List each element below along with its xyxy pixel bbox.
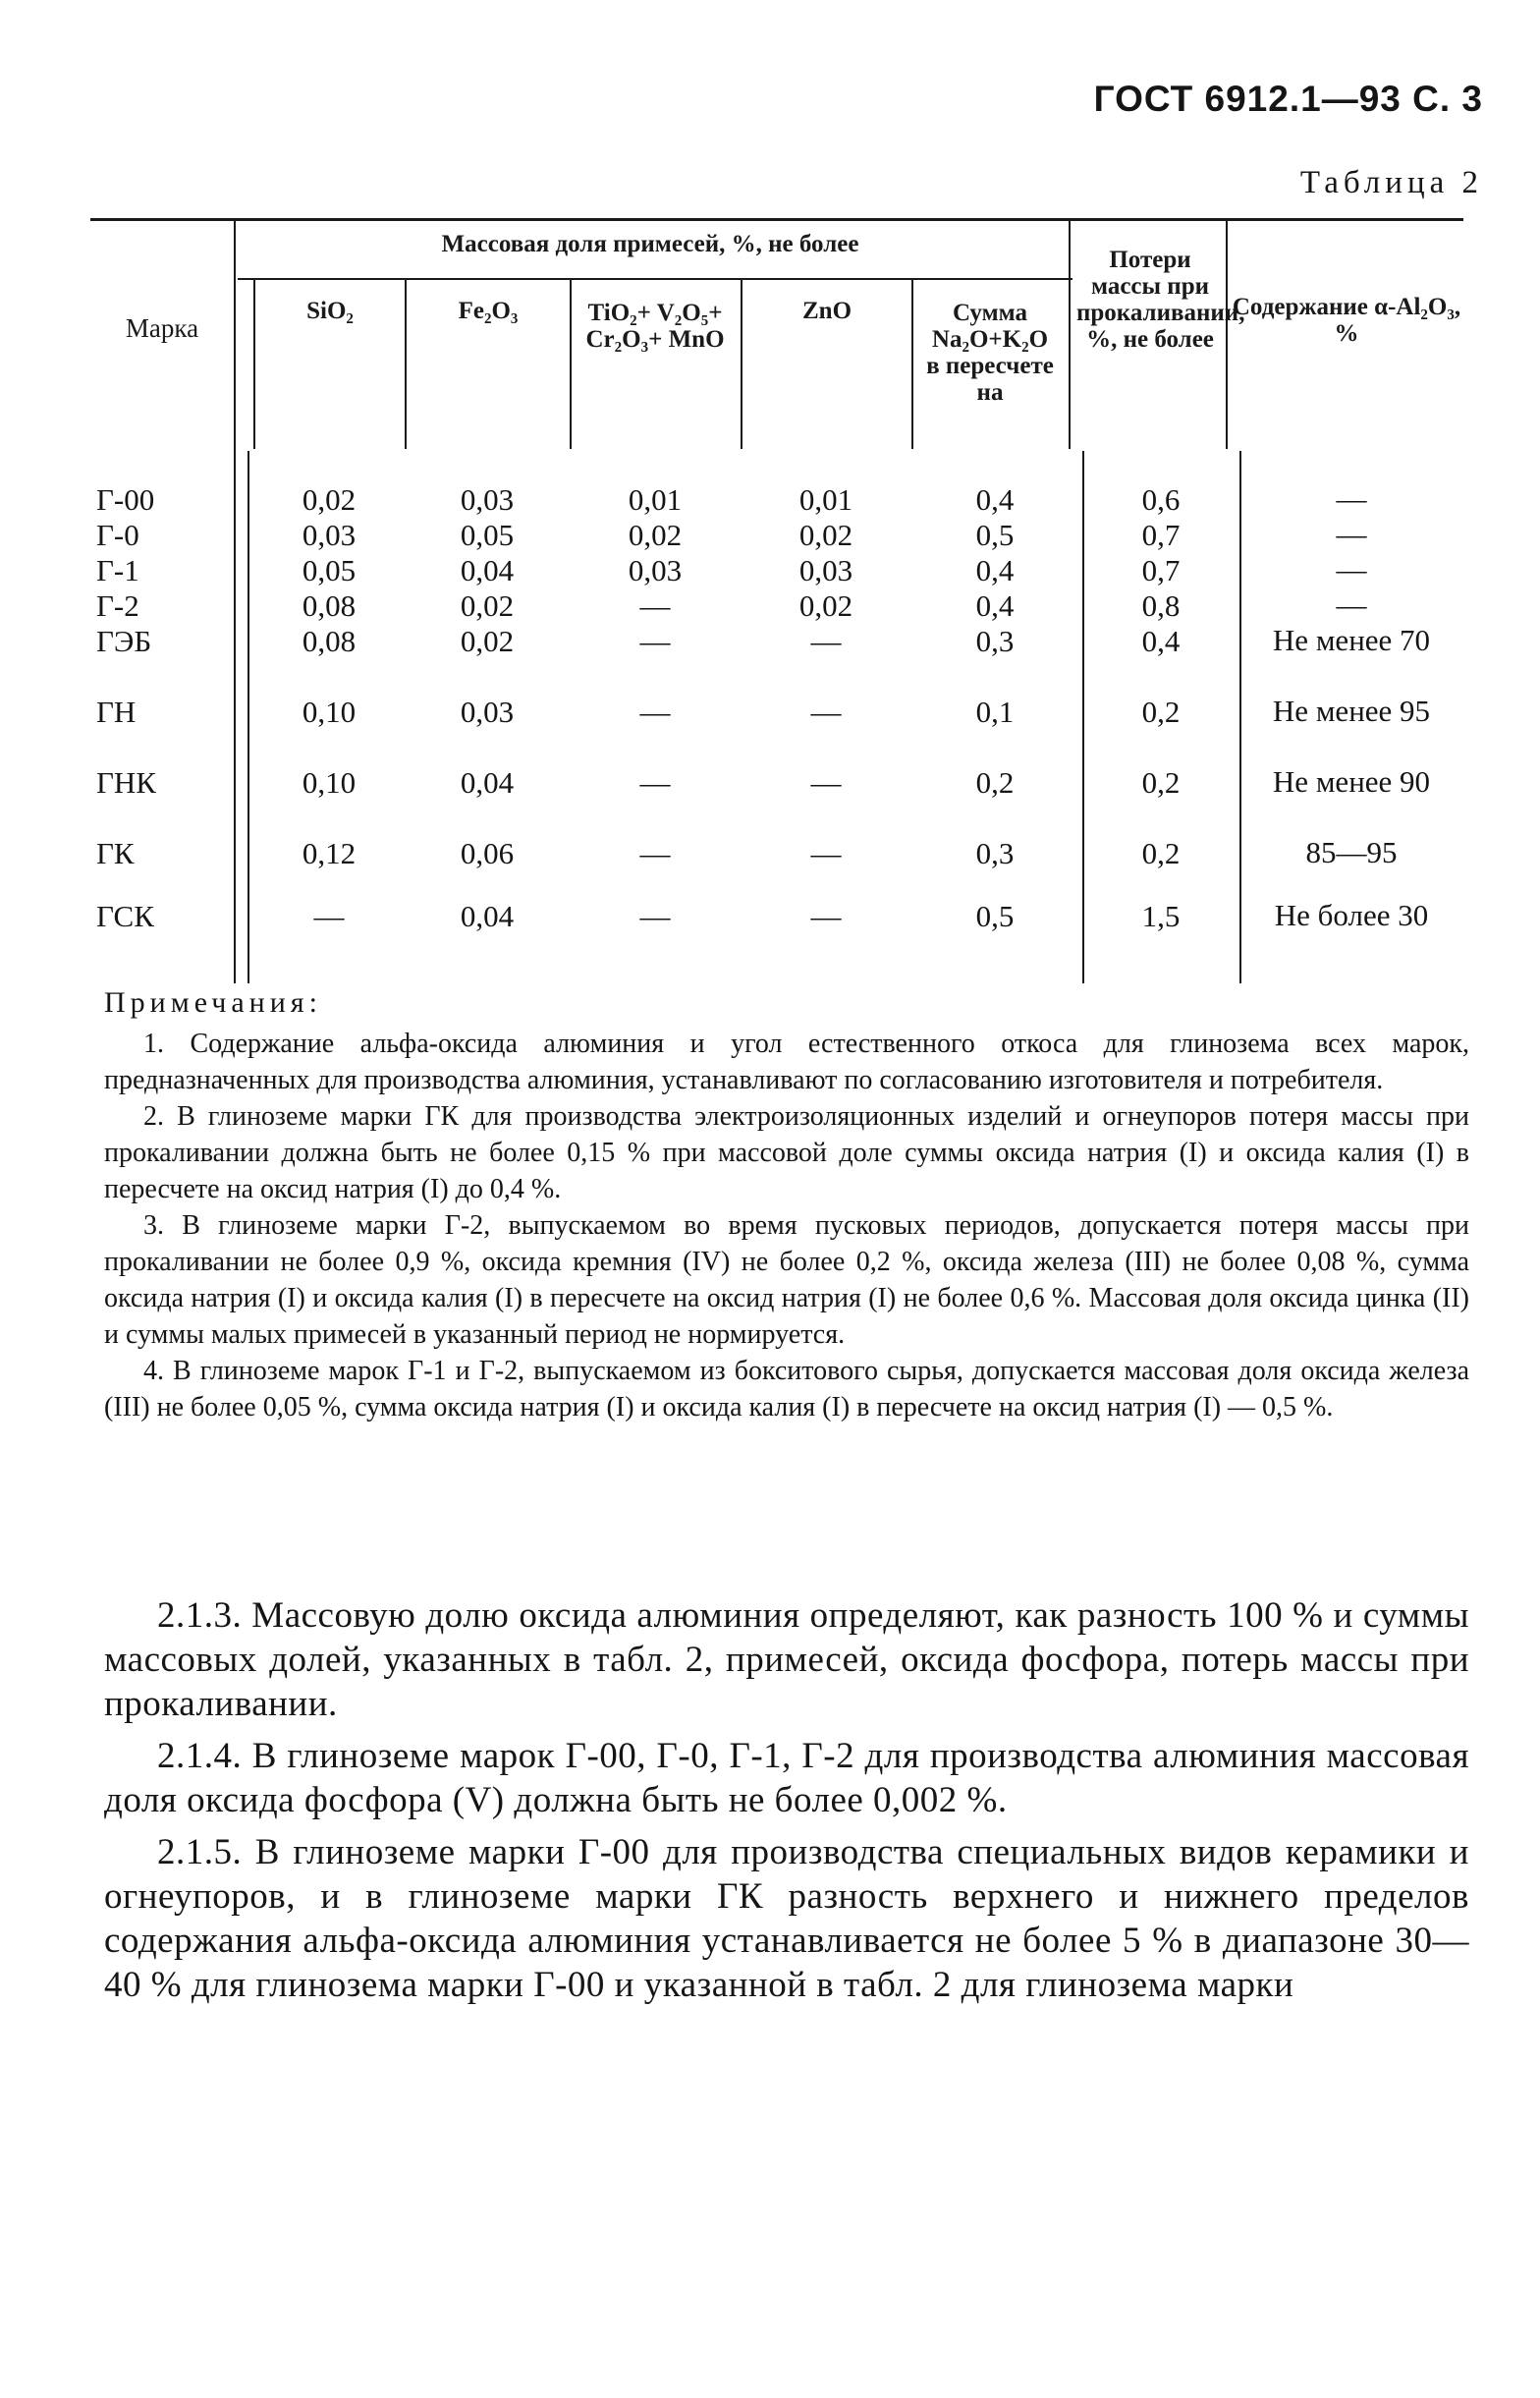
cell-loss: 0,4 <box>1141 624 1181 658</box>
cell-alkali: 0,5 <box>975 899 1015 933</box>
col-header-alpha: Содержание α-Al₂O₃, % <box>1232 294 1461 347</box>
cell-alpha: Не более 30 <box>1274 898 1429 932</box>
cell-sio2: 0,10 <box>302 695 357 729</box>
note-3: 3. В глиноземе марки Г-2, выпускаемом во время пусковых периодов, допускается потеря массы при прокаливании не более 0,9 %, оксида кремния (IV) не более 0,2 %, оксида железа (III) не более 0,08 %, сумма оксида натрия (I) и оксида калия (I) в пересчете на оксид натрия (I) не более 0,6 %. Массовая доля оксида цинка (II) и суммы малых примесей в указанный период не нормируется. <box>104 1210 1469 1350</box>
table-row <box>90 765 1463 801</box>
cell-zno: — <box>810 765 842 800</box>
cell-tio2: — <box>639 836 671 870</box>
paragraph-2-1-4: 2.1.4. В глиноземе марок Г-00, Г-0, Г-1, Г-2 для производства алюминия массовая доля оксида фосфора (V) должна быть не более 0,002 %. <box>104 1736 1469 1820</box>
col-header-tio2-group: TiO₂+ V₂O₅+ Cr₂O₃+ MnO <box>585 300 725 353</box>
cell-zno: — <box>810 899 842 933</box>
table-row <box>90 836 1463 871</box>
cell-fe2o3: 0,04 <box>460 553 515 587</box>
cell-alpha: — <box>1336 517 1367 551</box>
note-2: 2. В глиноземе марки ГК для производства электроизоляционных изделий и огнеупоров потеря массы при прокаливании должна быть не более 0,15 % при массовой доле суммы оксида натрия (I) и оксида калия (I) в пересчете на оксид натрия (I) до 0,4 %. <box>104 1101 1469 1204</box>
cell-tio2: — <box>639 765 671 800</box>
col-header-alkali-sum: Сумма Na₂O+K₂O в пересчете на <box>926 300 1054 406</box>
cell-zno: 0,02 <box>798 588 853 623</box>
cell-alpha: Не менее 95 <box>1272 694 1431 728</box>
cell-fe2o3: 0,05 <box>460 518 515 552</box>
cell-alpha: — <box>1336 552 1367 586</box>
cell-tio2: 0,03 <box>628 553 683 587</box>
col-header-fe2o3: Fe₂O₃ <box>458 298 519 324</box>
cell-sio2: 0,03 <box>302 518 357 552</box>
cell-loss: 0,2 <box>1141 836 1181 870</box>
cell-fe2o3: 0,04 <box>460 765 515 800</box>
cell-sio2: 0,05 <box>302 553 357 587</box>
cell-zno: — <box>810 695 842 729</box>
impurity-table <box>90 218 1463 983</box>
table-row <box>90 553 1463 588</box>
running-head: ГОСТ 6912.1—93 С. 3 <box>1093 79 1483 119</box>
cell-tio2: — <box>639 695 671 729</box>
paragraph-2-1-5: 2.1.5. В глиноземе марки Г-00 для производства специальных видов керамики и огнеупоров, и в глиноземе марки ГК разность верхнего и нижнего пределов содержания альфа-оксида алюминия устанавливается не более 5 % в диапазоне 30—40 % для глинозема марки Г-00 и указанной в табл. 2 для глинозема марки <box>104 1832 1469 2005</box>
cell-loss: 0,8 <box>1141 588 1181 623</box>
cell-alkali: 0,3 <box>975 624 1015 658</box>
cell-tio2: — <box>639 588 671 623</box>
table-row <box>90 899 1463 934</box>
cell-alkali: 0,3 <box>975 836 1015 870</box>
col-header-impurities: Массовая доля примесей, %, не более <box>441 231 859 257</box>
cell-mark: ГН <box>96 695 137 729</box>
cell-alpha: — <box>1336 587 1367 622</box>
cell-alkali: 0,1 <box>975 695 1015 729</box>
col-header-loss: Потери массы при прокаливании, %, не более <box>1076 247 1245 353</box>
table-row <box>90 518 1463 553</box>
cell-sio2: 0,08 <box>302 624 357 658</box>
note-1: 1. Содержание альфа-оксида алюминия и угол естественного откоса для глинозема всех марок, предназначенных для производства алюминия, устанавливают по согласованию изготовителя и потребителя. <box>104 1029 1469 1095</box>
cell-tio2: — <box>639 624 671 658</box>
table-notes <box>104 986 1469 1425</box>
cell-loss: 0,2 <box>1141 765 1181 800</box>
note-4: 4. В глиноземе марок Г-1 и Г-2, выпускаемом из бокситового сырья, допускается массовая доля оксида железа (III) не более 0,05 %, сумма оксида натрия (I) и оксида калия (I) в пересчете на оксид натрия (I) — 0,5 %. <box>104 1356 1469 1422</box>
cell-zno: 0,02 <box>798 518 853 552</box>
cell-fe2o3: 0,06 <box>460 836 515 870</box>
col-header-mark: Марка <box>125 313 199 343</box>
cell-sio2: 0,10 <box>302 765 357 800</box>
table-rule <box>911 278 913 449</box>
cell-tio2: 0,01 <box>628 482 683 517</box>
cell-tio2: — <box>639 899 671 933</box>
table-row <box>90 624 1463 659</box>
table-row <box>90 588 1463 624</box>
cell-alkali: 0,4 <box>975 588 1015 623</box>
cell-loss: 1,5 <box>1141 899 1181 933</box>
cell-alkali: 0,2 <box>975 765 1015 800</box>
cell-loss: 0,7 <box>1141 553 1181 587</box>
cell-mark: ГСК <box>96 899 154 933</box>
cell-sio2: 0,02 <box>302 482 357 517</box>
table-rule <box>1226 221 1228 449</box>
cell-mark: ГК <box>96 836 135 870</box>
cell-mark: Г-00 <box>96 482 155 517</box>
table-row <box>90 695 1463 730</box>
cell-alpha: Не менее 70 <box>1272 623 1431 657</box>
cell-sio2: — <box>313 899 345 933</box>
cell-fe2o3: 0,02 <box>460 624 515 658</box>
cell-zno: — <box>810 836 842 870</box>
table-caption: Таблица 2 <box>1299 165 1483 200</box>
cell-fe2o3: 0,04 <box>460 899 515 933</box>
table-rule <box>238 278 1072 280</box>
cell-tio2: 0,02 <box>628 518 683 552</box>
cell-fe2o3: 0,03 <box>460 482 515 517</box>
cell-fe2o3: 0,02 <box>460 588 515 623</box>
cell-alpha: Не менее 90 <box>1272 764 1431 799</box>
cell-mark: ГЭБ <box>96 624 152 658</box>
cell-alpha: 85—95 <box>1305 835 1398 869</box>
cell-sio2: 0,12 <box>302 836 357 870</box>
cell-mark: Г-1 <box>96 553 139 587</box>
table-row <box>90 482 1463 518</box>
cell-mark: Г-0 <box>96 518 139 552</box>
cell-alkali: 0,4 <box>975 553 1015 587</box>
cell-mark: Г-2 <box>96 588 139 623</box>
col-header-sio2: SiO₂ <box>306 298 354 324</box>
table-rule <box>570 278 572 449</box>
cell-loss: 0,6 <box>1141 482 1181 517</box>
col-header-zno: ZnO <box>801 298 852 324</box>
cell-alkali: 0,5 <box>975 518 1015 552</box>
cell-mark: ГНК <box>96 765 156 800</box>
body-text <box>104 1593 1469 2015</box>
cell-sio2: 0,08 <box>302 588 357 623</box>
cell-zno: 0,03 <box>798 553 853 587</box>
cell-loss: 0,2 <box>1141 695 1181 729</box>
cell-zno: — <box>810 624 842 658</box>
cell-loss: 0,7 <box>1141 518 1181 552</box>
cell-zno: 0,01 <box>798 482 853 517</box>
notes-title: Примечания: <box>104 986 322 1019</box>
cell-fe2o3: 0,03 <box>460 695 515 729</box>
cell-alpha: — <box>1336 481 1367 516</box>
paragraph-2-1-3: 2.1.3. Массовую долю оксида алюминия определяют, как разность 100 % и суммы массовых долей, указанных в табл. 2, примесей, оксида фосфора, потерь массы при прокаливании. <box>104 1595 1469 1724</box>
table-rule <box>1069 221 1071 449</box>
cell-alkali: 0,4 <box>975 482 1015 517</box>
